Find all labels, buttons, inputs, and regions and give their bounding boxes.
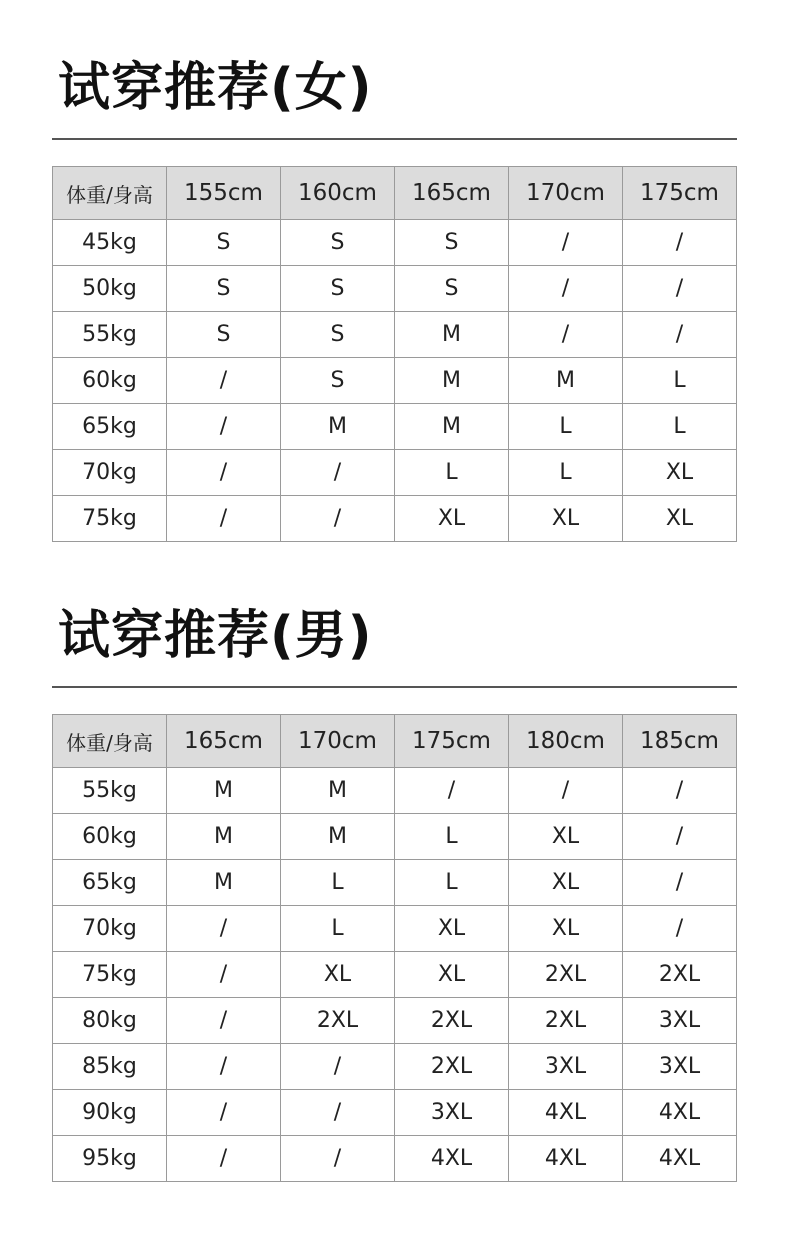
size-cell: XL [623, 450, 737, 496]
size-cell: / [167, 906, 281, 952]
size-cell: L [623, 358, 737, 404]
size-cell: / [509, 220, 623, 266]
men-size-table [52, 714, 737, 1182]
size-cell: / [623, 814, 737, 860]
size-cell: / [623, 906, 737, 952]
weight-cell: 75kg [53, 496, 167, 542]
size-cell: XL [509, 496, 623, 542]
size-cell: / [281, 1136, 395, 1182]
height-header: 155cm [167, 167, 281, 220]
size-cell: L [395, 860, 509, 906]
size-cell: M [167, 860, 281, 906]
size-cell: / [281, 496, 395, 542]
size-cell: 2XL [395, 998, 509, 1044]
size-cell: 2XL [395, 1044, 509, 1090]
size-cell: / [395, 768, 509, 814]
size-cell: 3XL [623, 998, 737, 1044]
size-cell: S [281, 220, 395, 266]
height-header: 165cm [395, 167, 509, 220]
table-row [53, 768, 737, 814]
size-cell: S [395, 220, 509, 266]
size-cell: 2XL [623, 952, 737, 998]
size-cell: L [281, 860, 395, 906]
size-cell: M [395, 358, 509, 404]
size-cell: 4XL [623, 1136, 737, 1182]
size-cell: / [167, 450, 281, 496]
weight-cell: 80kg [53, 998, 167, 1044]
size-cell: 3XL [623, 1044, 737, 1090]
height-header: 170cm [509, 167, 623, 220]
size-cell: XL [281, 952, 395, 998]
size-cell: 4XL [509, 1090, 623, 1136]
size-cell: S [281, 358, 395, 404]
size-cell: L [281, 906, 395, 952]
table-row [53, 1090, 737, 1136]
table-row [53, 404, 737, 450]
height-header: 185cm [623, 715, 737, 768]
height-header: 165cm [167, 715, 281, 768]
size-cell: / [623, 860, 737, 906]
size-cell: L [395, 814, 509, 860]
size-cell: / [281, 450, 395, 496]
size-cell: XL [395, 906, 509, 952]
size-cell: / [623, 220, 737, 266]
height-header: 170cm [281, 715, 395, 768]
table-row [53, 860, 737, 906]
size-cell: S [395, 266, 509, 312]
size-cell: S [167, 220, 281, 266]
table-row [53, 906, 737, 952]
men-section-title: 试穿推荐(男) [58, 606, 373, 666]
women-section-title: 试穿推荐(女) [58, 58, 373, 118]
size-cell: S [281, 312, 395, 358]
size-cell: / [167, 1044, 281, 1090]
height-header: 180cm [509, 715, 623, 768]
size-cell: / [167, 1090, 281, 1136]
weight-cell: 90kg [53, 1090, 167, 1136]
height-header: 175cm [623, 167, 737, 220]
size-cell: 2XL [509, 952, 623, 998]
size-cell: / [623, 266, 737, 312]
size-cell: / [167, 358, 281, 404]
weight-cell: 95kg [53, 1136, 167, 1182]
size-cell: S [281, 266, 395, 312]
size-cell: M [167, 814, 281, 860]
size-cell: XL [509, 906, 623, 952]
size-cell: / [167, 496, 281, 542]
size-cell: L [509, 450, 623, 496]
size-cell: L [395, 450, 509, 496]
size-cell: / [623, 768, 737, 814]
size-cell: / [509, 266, 623, 312]
table-row [53, 952, 737, 998]
size-cell: XL [623, 496, 737, 542]
size-cell: M [281, 404, 395, 450]
weight-cell: 55kg [53, 768, 167, 814]
weight-cell: 70kg [53, 906, 167, 952]
table-row [53, 496, 737, 542]
size-cell: L [623, 404, 737, 450]
size-cell: XL [509, 814, 623, 860]
size-cell: XL [395, 496, 509, 542]
size-cell: / [623, 312, 737, 358]
weight-cell: 60kg [53, 814, 167, 860]
size-cell: XL [395, 952, 509, 998]
size-cell: M [281, 814, 395, 860]
size-cell: M [167, 768, 281, 814]
size-cell: S [167, 266, 281, 312]
size-cell: 2XL [281, 998, 395, 1044]
size-cell: / [281, 1090, 395, 1136]
size-cell: M [395, 404, 509, 450]
women-title-divider [52, 138, 737, 140]
weight-cell: 65kg [53, 860, 167, 906]
table-row [53, 312, 737, 358]
size-cell: / [509, 768, 623, 814]
table-row [53, 814, 737, 860]
size-cell: 2XL [509, 998, 623, 1044]
size-cell: M [509, 358, 623, 404]
size-cell: / [281, 1044, 395, 1090]
table-row [53, 1136, 737, 1182]
height-header: 160cm [281, 167, 395, 220]
size-cell: 3XL [395, 1090, 509, 1136]
size-cell: M [281, 768, 395, 814]
table-row [53, 1044, 737, 1090]
size-cell: 4XL [623, 1090, 737, 1136]
size-cell: L [509, 404, 623, 450]
size-cell: 3XL [509, 1044, 623, 1090]
table-row [53, 358, 737, 404]
size-cell: / [167, 998, 281, 1044]
size-cell: / [167, 952, 281, 998]
corner-header: 体重/身高 [53, 715, 167, 768]
table-row [53, 266, 737, 312]
weight-cell: 50kg [53, 266, 167, 312]
size-cell: 4XL [395, 1136, 509, 1182]
weight-cell: 70kg [53, 450, 167, 496]
header-row [53, 715, 737, 768]
table-row [53, 220, 737, 266]
table-row [53, 998, 737, 1044]
table-row [53, 450, 737, 496]
size-cell: XL [509, 860, 623, 906]
weight-cell: 75kg [53, 952, 167, 998]
corner-header: 体重/身高 [53, 167, 167, 220]
women-size-table [52, 166, 737, 542]
size-cell: 4XL [509, 1136, 623, 1182]
weight-cell: 45kg [53, 220, 167, 266]
height-header: 175cm [395, 715, 509, 768]
size-cell: S [167, 312, 281, 358]
weight-cell: 60kg [53, 358, 167, 404]
weight-cell: 55kg [53, 312, 167, 358]
size-cell: / [509, 312, 623, 358]
men-title-divider [52, 686, 737, 688]
size-cell: / [167, 1136, 281, 1182]
weight-cell: 65kg [53, 404, 167, 450]
size-cell: M [395, 312, 509, 358]
size-cell: / [167, 404, 281, 450]
header-row [53, 167, 737, 220]
weight-cell: 85kg [53, 1044, 167, 1090]
